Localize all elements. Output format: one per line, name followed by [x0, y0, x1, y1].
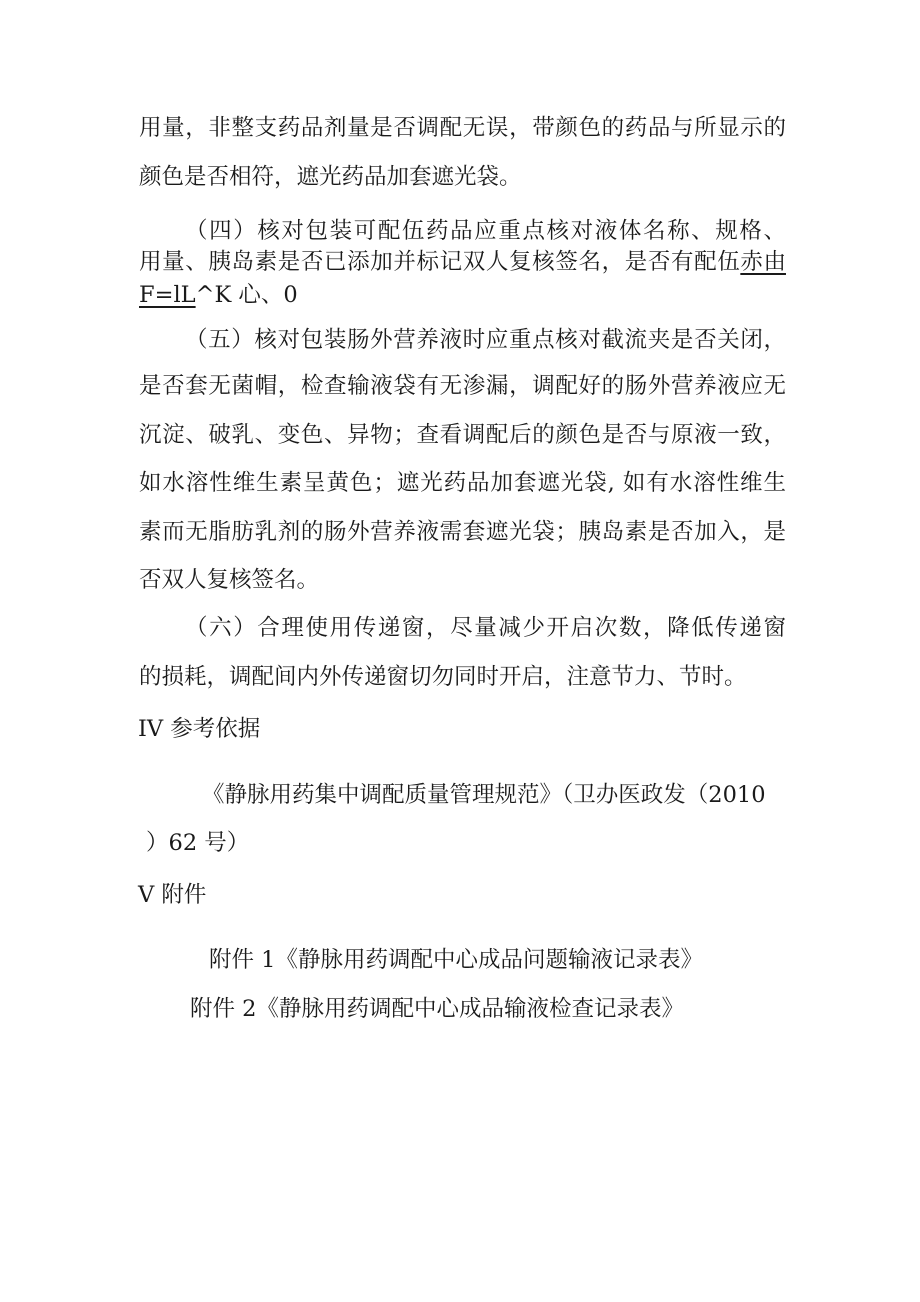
section-heading-references: IV 参考依据 — [138, 716, 261, 742]
garbled-text: ^K 心、0 — [195, 282, 298, 308]
paragraph-4-first-line: （四）核对包装可配伍药品应重点核对液体名称、规格、 — [185, 218, 786, 244]
body-text-line: 如水溶性维生素呈黄色；遮光药品加套遮光袋, 如有水溶性维生 — [139, 470, 786, 496]
paragraph-4-line-3 — [139, 280, 786, 310]
paragraph-4-line-2 — [139, 247, 786, 277]
reference-citation-line: 《静脉用药集中调配质量管理规范》（卫办医政发（2010 — [202, 782, 766, 808]
body-text-line: 颜色是否相符，遮光药品加套遮光袋。 — [139, 164, 522, 190]
paragraph-5-first-line: （五）核对包装肠外营养液时应重点核对截流夹是否关闭， — [185, 327, 786, 353]
body-text-line: 的损耗，调配间内外传递窗切勿同时开启，注意节力、节时。 — [139, 664, 747, 690]
reference-citation-line: ）62 号） — [146, 830, 250, 856]
section-heading-attachments: V 附件 — [138, 882, 207, 908]
body-text-line: 用量，非整支药品剂量是否调配无误，带颜色的药品与所显示的 — [139, 115, 786, 141]
body-text-line: 否双人复核签名。 — [139, 567, 320, 593]
body-text-line: 是否套无菌帽，检查输液袋有无渗漏，调配好的肠外营养液应无 — [139, 373, 786, 399]
attachment-item-1: 附件 1《静脉用药调配中心成品问题输液记录表》 — [209, 947, 703, 973]
body-text-segment: 用量、胰岛素是否已添加并标记双人复核签名，是否有配伍 — [139, 249, 741, 275]
paragraph-6-first-line: （六）合理使用传递窗，尽量减少开启次数，降低传递窗 — [185, 615, 786, 641]
attachment-item-2: 附件 2《静脉用药调配中心成品输液检查记录表》 — [190, 996, 684, 1022]
body-text-line: 素而无脂肪乳剂的肠外营养液需套遮光袋；胰岛素是否加入，是 — [139, 519, 786, 545]
body-text-line: 沉淀、破乳、变色、异物；查看调配后的颜色是否与原液一致， — [139, 422, 786, 448]
garbled-underlined-text: F=lL — [139, 282, 196, 308]
garbled-underlined-text: 赤由 — [740, 249, 786, 275]
